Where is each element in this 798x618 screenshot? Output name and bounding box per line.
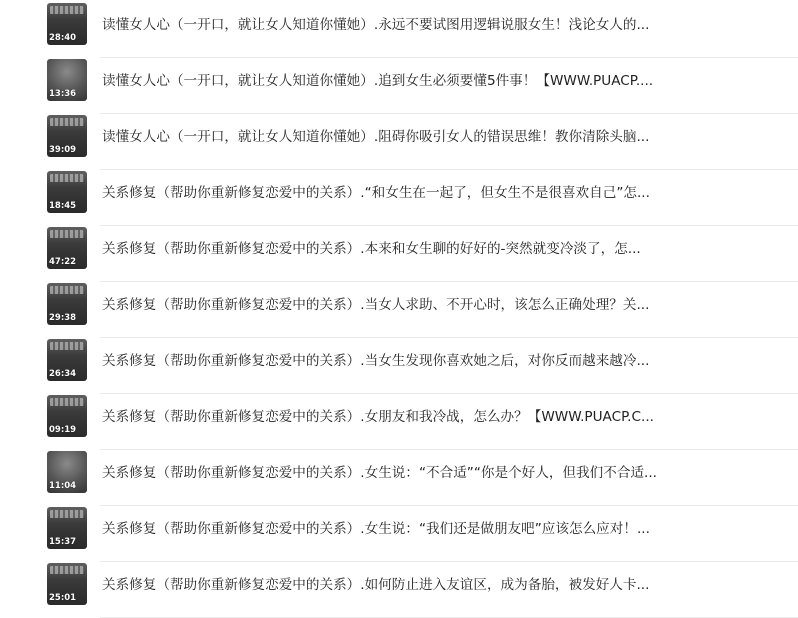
video-thumbnail[interactable]	[47, 507, 87, 549]
thumbnail-caption-graphic	[50, 342, 84, 350]
thumbnail-caption-graphic	[50, 286, 84, 294]
video-title-link[interactable]: 读懂女人心（一开口，就让女人知道你懂她）.追到女生必须要懂5件事！【WWW.PUACP....	[102, 73, 654, 89]
video-list-item[interactable]	[0, 58, 798, 114]
thumbnail-caption-graphic	[50, 230, 84, 238]
video-list-item[interactable]	[0, 338, 798, 394]
video-title-link[interactable]: 关系修复（帮助你重新修复恋爱中的关系）.女朋友和我冷战，怎么办？【WWW.PUACP.C...	[102, 409, 654, 425]
video-title-link[interactable]: 关系修复（帮助你重新修复恋爱中的关系）.当女生发现你喜欢她之后，对你反而越来越冷...	[102, 353, 650, 369]
video-list-item[interactable]	[0, 114, 798, 170]
video-duration: 39:09	[49, 145, 77, 155]
video-thumbnail[interactable]	[47, 563, 87, 605]
video-duration: 18:45	[49, 201, 77, 211]
video-list-item[interactable]	[0, 506, 798, 562]
video-title-link[interactable]: 读懂女人心（一开口，就让女人知道你懂她）.阻碍你吸引女人的错误思维！教你清除头脑...	[102, 129, 650, 145]
video-duration: 26:34	[49, 369, 77, 379]
video-title-link[interactable]: 关系修复（帮助你重新修复恋爱中的关系）.女生说：“我们还是做朋友吧”应该怎么应对！...	[102, 521, 650, 537]
video-duration: 11:04	[49, 481, 77, 491]
thumbnail-caption-graphic	[50, 6, 84, 14]
video-list-item[interactable]	[0, 2, 798, 58]
thumbnail-caption-graphic	[50, 566, 84, 574]
video-thumbnail[interactable]	[47, 59, 87, 101]
video-title-link[interactable]: 关系修复（帮助你重新修复恋爱中的关系）.如何防止进入友谊区，成为备胎，被发好人卡...	[102, 577, 650, 593]
video-thumbnail[interactable]	[47, 115, 87, 157]
video-title-link[interactable]: 读懂女人心（一开口，就让女人知道你懂她）.永远不要试图用逻辑说服女生！浅论女人的...	[102, 17, 650, 33]
video-title-link[interactable]: 关系修复（帮助你重新修复恋爱中的关系）.女生说：“不合适”“你是个好人，但我们不合适...	[102, 465, 657, 481]
video-thumbnail[interactable]	[47, 283, 87, 325]
video-title-link[interactable]: 关系修复（帮助你重新修复恋爱中的关系）.当女人求助、不开心时，该怎么正确处理？关...	[102, 297, 650, 313]
video-duration: 09:19	[49, 425, 77, 435]
video-list-item[interactable]	[0, 282, 798, 338]
video-duration: 28:40	[49, 33, 77, 43]
thumbnail-caption-graphic	[50, 118, 84, 126]
video-list-item[interactable]	[0, 226, 798, 282]
video-thumbnail[interactable]	[47, 171, 87, 213]
video-list-item[interactable]	[0, 450, 798, 506]
video-list-item[interactable]	[0, 562, 798, 618]
video-duration: 25:01	[49, 593, 77, 603]
video-title-link[interactable]: 关系修复（帮助你重新修复恋爱中的关系）.“和女生在一起了，但女生不是很喜欢自己”怎...	[102, 185, 650, 201]
video-duration: 13:36	[49, 89, 77, 99]
video-thumbnail[interactable]	[47, 339, 87, 381]
thumbnail-caption-graphic	[50, 398, 84, 406]
video-duration: 29:38	[49, 313, 77, 323]
thumbnail-caption-graphic	[50, 510, 84, 518]
video-thumbnail[interactable]	[47, 395, 87, 437]
video-thumbnail[interactable]	[47, 451, 87, 493]
video-thumbnail[interactable]	[47, 227, 87, 269]
video-duration: 47:22	[49, 257, 77, 267]
video-duration: 15:37	[49, 537, 77, 547]
video-list-item[interactable]	[0, 170, 798, 226]
video-title-link[interactable]: 关系修复（帮助你重新修复恋爱中的关系）.本来和女生聊的好好的-突然就变冷淡了，怎...	[102, 241, 641, 257]
video-thumbnail[interactable]	[47, 3, 87, 45]
video-list-item[interactable]	[0, 394, 798, 450]
thumbnail-caption-graphic	[50, 174, 84, 182]
